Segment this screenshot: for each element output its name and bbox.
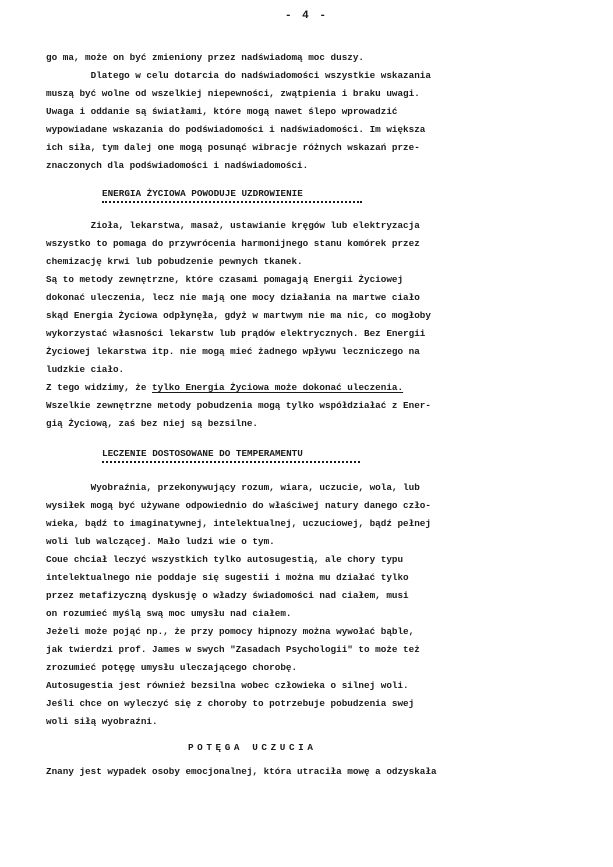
text-line: jak twierdzi prof. James w swych "Zasadach Psychologii" to może też <box>46 644 420 655</box>
text-line: Autosugestia jest również bezsilna wobec człowieka o silnej woli. <box>46 680 409 691</box>
text-line-conclusion <box>46 382 403 394</box>
text-line: Dlatego w celu dotarcia do nadświadomości wszystkie wskazania <box>46 70 431 81</box>
page-number: - 4 - <box>284 10 328 22</box>
text-line: on rozumieć myślą swą moc umysłu nad ciałem. <box>46 608 292 619</box>
text-line: go ma, może on być zmieniony przez nadświadomą moc duszy. <box>46 52 365 63</box>
heading-rule <box>102 201 362 203</box>
conclusion-underlined: tylko Energia Życiowa może dokonać uleczenia. <box>152 382 404 393</box>
text-line: ich siła, tym dalej one mogą posunąć wibracje różnych wskazań prze- <box>46 142 420 153</box>
text-line: woli lub walczącej. Mało ludzi wie o tym. <box>46 536 275 547</box>
text-line: znaczonych dla podświadomości i nadświadomości. <box>46 160 309 171</box>
text-line: Są to metody zewnętrzne, które czasami pomagają Energii Życiowej <box>46 274 404 285</box>
heading-rule <box>102 461 360 463</box>
text-line: przez metafizyczną dyskusję o władzy świadomości nad ciałem, musi <box>46 590 409 601</box>
text-line: skąd Energia Życiowa odpłynęła, gdyż w martwym nie ma nic, co mogłoby <box>46 310 431 321</box>
text-line: wypowiadane wskazania do podświadomości i nadświadomości. Im większa <box>46 124 426 135</box>
text-line: Jeśli chce on wyleczyć się z choroby to potrzebuje pobudzenia swej <box>46 698 415 709</box>
text-line: Wyobraźnia, przekonywujący rozum, wiara, uczucie, wola, lub <box>46 482 420 493</box>
text-line: Coue chciał leczyć wszystkich tylko autosugestią, ale chory typu <box>46 554 404 565</box>
text-line: dokonać uleczenia, lecz nie mają one mocy działania na martwe ciało <box>46 292 420 303</box>
text-line: ludzkie ciało. <box>46 364 125 375</box>
text-line: Zioła, lekarstwa, masaż, ustawianie kręgów lub elektryzacja <box>46 220 420 231</box>
text-line: Znany jest wypadek osoby emocjonalnej, która utraciła mowę a odzyskała <box>46 766 437 777</box>
conclusion-prefix: Z tego widzimy, że <box>46 382 153 393</box>
text-line: zrozumieć potęgę umysłu uleczającego chorobę. <box>46 662 298 673</box>
text-line: wykorzystać własności lekarstw lub prądów elektrycznych. Bez Energii <box>46 328 426 339</box>
section-heading: LECZENIE DOSTOSOWANE DO TEMPERAMENTU <box>102 448 303 459</box>
text-line: Życiowej lekarstwa itp. nie mogą mieć żadnego wpływu leczniczego na <box>46 346 420 357</box>
text-line: wszystko to pomaga do przywrócenia harmonijnego stanu komórek przez <box>46 238 420 249</box>
text-line: chemizację krwi lub pobudzenie pewnych tkanek. <box>46 256 303 267</box>
text-line: Uwaga i oddanie są światłami, które mogą nawet ślepo wprowadzić <box>46 106 398 117</box>
text-line: wysiłek mogą być używane odpowiednio do właściwej natury danego czło- <box>46 500 431 511</box>
text-line: woli siłą wyobraźni. <box>46 716 158 727</box>
text-line: muszą być wolne od wszelkiej niepewności, zwątpienia i braku uwagi. <box>46 88 420 99</box>
text-line: gią Życiową, zaś bez niej są bezsilne. <box>46 418 259 429</box>
text-line: Wszelkie zewnętrzne metody pobudzenia mogą tylko współdziałać z Ener- <box>46 400 431 411</box>
text-line: intelektualnego nie poddaje się sugestii i można mu działać tylko <box>46 572 409 583</box>
text-line: Jeżeli może pojąć np., że przy pomocy hipnozy można wywołać bąble, <box>46 626 415 637</box>
section-heading: POTĘGA UCZUCIA <box>188 742 317 753</box>
text-line: wieka, bądź to imaginatywnej, intelektualnej, uczuciowej, bądź pełnej <box>46 518 431 529</box>
section-heading: ENERGIA ŻYCIOWA POWODUJE UZDROWIENIE <box>102 188 303 199</box>
